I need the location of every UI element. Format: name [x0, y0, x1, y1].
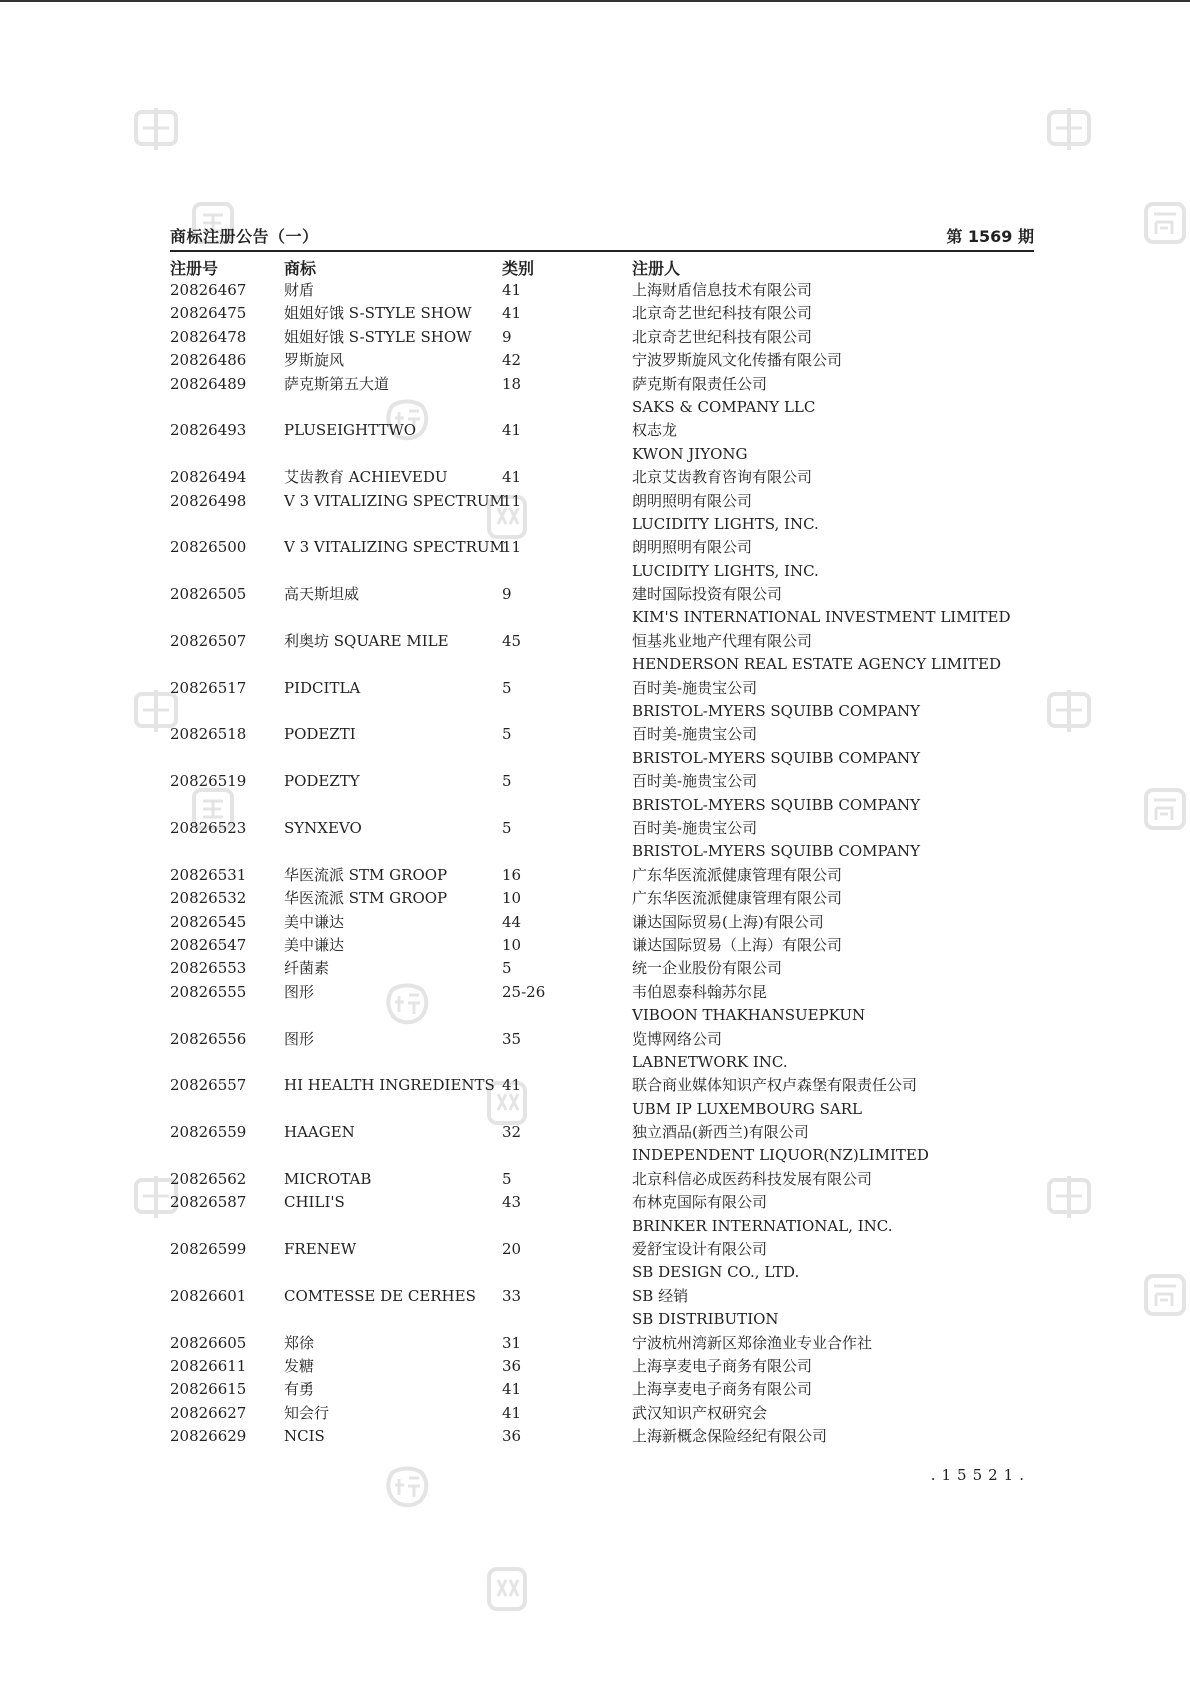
table-row — [0, 419, 1190, 442]
trademark-name: 图形 — [284, 1029, 315, 1048]
registrant-name: BRISTOL-MYERS SQUIBB COMPANY — [632, 748, 921, 767]
trademark-class: 25-26 — [502, 982, 546, 1001]
zhong-watermark-icon — [133, 106, 179, 152]
registrant-name: 百时美-施贵宝公司 — [632, 772, 758, 791]
registrant-name: 上海享麦电子商务有限公司 — [632, 1356, 813, 1375]
table-row-continuation — [0, 1215, 1190, 1238]
trademark-class: 41 — [502, 421, 522, 440]
table-row — [0, 817, 1190, 840]
column-header-class: 类别 — [502, 259, 535, 278]
table-row — [0, 981, 1190, 1004]
trademark-name: PODEZTI — [284, 725, 356, 744]
trademark-class: 41 — [502, 468, 522, 487]
column-header-number: 注册号 — [170, 259, 219, 278]
registration-number: 20826486 — [170, 351, 247, 370]
trademark-class: 11 — [502, 491, 522, 510]
trademark-name: HAAGEN — [284, 1123, 355, 1142]
registration-number: 20826478 — [170, 327, 247, 346]
registrant-name: 北京奇艺世纪科技有限公司 — [632, 327, 813, 346]
table-row-continuation — [0, 443, 1190, 466]
registrant-name: SAKS & COMPANY LLC — [632, 397, 816, 416]
trademark-name: CHILI'S — [284, 1193, 345, 1212]
registrant-name: 百时美-施贵宝公司 — [632, 678, 758, 697]
table-row — [0, 1378, 1190, 1401]
registration-number: 20826557 — [170, 1076, 247, 1095]
registrant-name: INDEPENDENT LIQUOR(NZ)LIMITED — [632, 1146, 929, 1165]
trademark-name: NCIS — [284, 1427, 325, 1446]
table-row — [0, 677, 1190, 700]
registrant-name: 上海享麦电子商务有限公司 — [632, 1380, 813, 1399]
trademark-class: 41 — [502, 1076, 522, 1095]
registrant-name: 联合商业媒体知识产权卢森堡有限责任公司 — [632, 1076, 918, 1095]
trademark-class: 9 — [502, 585, 512, 604]
trademark-class: 9 — [502, 327, 512, 346]
registrant-name: 览博网络公司 — [632, 1029, 723, 1048]
column-header-mark: 商标 — [284, 259, 317, 278]
table-row — [0, 934, 1190, 957]
registration-number: 20826555 — [170, 982, 247, 1001]
registration-number: 20826500 — [170, 538, 247, 557]
registrant-name: BRISTOL-MYERS SQUIBB COMPANY — [632, 702, 921, 721]
trademark-class: 32 — [502, 1123, 522, 1142]
shang-watermark-icon — [1142, 200, 1188, 246]
table-row — [0, 302, 1190, 325]
registrant-name: BRISTOL-MYERS SQUIBB COMPANY — [632, 795, 921, 814]
page-header — [170, 222, 1034, 252]
trademark-name: PLUSEIGHTTWO — [284, 421, 417, 440]
registrant-name: 独立酒品(新西兰)有限公司 — [632, 1123, 809, 1142]
trademark-class: 43 — [502, 1193, 522, 1212]
trademark-name: 华医流派 STM GROOP — [284, 865, 448, 884]
registration-number: 20826493 — [170, 421, 247, 440]
trademark-name: V 3 VITALIZING SPECTRUM — [284, 491, 505, 510]
registration-number: 20826559 — [170, 1123, 247, 1142]
table-row — [0, 1191, 1190, 1214]
registration-number: 20826507 — [170, 631, 247, 650]
page-number: .15521. — [930, 1466, 1030, 1484]
registrant-name: 谦达国际贸易（上海）有限公司 — [632, 935, 843, 954]
trademark-name: 姐姐好饿 S-STYLE SHOW — [284, 327, 472, 346]
trademark-name: COMTESSE DE CERHES — [284, 1286, 476, 1305]
registrant-name: 朗明照明有限公司 — [632, 491, 753, 510]
registrant-name: 权志龙 — [632, 421, 678, 440]
registration-number: 20826498 — [170, 491, 247, 510]
trademark-name: FRENEW — [284, 1240, 357, 1259]
registrant-name: 谦达国际贸易(上海)有限公司 — [632, 912, 824, 931]
table-row-continuation — [0, 396, 1190, 419]
trademark-name: 财盾 — [284, 281, 315, 299]
table-row — [0, 887, 1190, 910]
table-row — [0, 490, 1190, 513]
table-row-continuation — [0, 1261, 1190, 1284]
table-row — [0, 1168, 1190, 1191]
registration-number: 20826494 — [170, 468, 247, 487]
registration-number: 20826629 — [170, 1427, 247, 1446]
registrant-name: 恒基兆业地产代理有限公司 — [632, 631, 813, 650]
trademark-class: 5 — [502, 678, 512, 697]
registration-number: 20826505 — [170, 585, 247, 604]
registrant-name: 布林克国际有限公司 — [632, 1193, 768, 1212]
trademark-class: 5 — [502, 772, 512, 791]
registrant-name: 朗明照明有限公司 — [632, 538, 753, 557]
trademark-name: 艾齿教育 ACHIEVEDU — [284, 468, 448, 487]
table-row-continuation — [0, 700, 1190, 723]
trademark-class: 18 — [502, 374, 522, 393]
wang-watermark-icon — [484, 1566, 530, 1612]
table-row-continuation — [0, 606, 1190, 629]
registration-number: 20826556 — [170, 1029, 247, 1048]
registration-number: 20826547 — [170, 935, 247, 954]
trademark-class: 31 — [502, 1333, 522, 1352]
table-row-continuation — [0, 1144, 1190, 1167]
table-row — [0, 1355, 1190, 1378]
registrant-name: 宁波罗斯旋风文化传播有限公司 — [632, 351, 843, 370]
registrant-name: 百时美-施贵宝公司 — [632, 725, 758, 744]
table-row-continuation — [0, 747, 1190, 770]
table-row — [0, 1285, 1190, 1308]
registrant-name: 北京科信必成医药科技发展有限公司 — [632, 1169, 873, 1188]
registrant-name: UBM IP LUXEMBOURG SARL — [632, 1099, 862, 1118]
trademark-class: 41 — [502, 281, 522, 299]
table-row-continuation — [0, 1098, 1190, 1121]
registrant-name: 上海新概念保险经纪有限公司 — [632, 1427, 828, 1446]
trademark-name: 美中谦达 — [284, 912, 345, 931]
registration-number: 20826523 — [170, 818, 247, 837]
registration-number: 20826531 — [170, 865, 247, 884]
table-row-continuation — [0, 794, 1190, 817]
trademark-name: MICROTAB — [284, 1169, 372, 1188]
registrant-name: SB DESIGN CO., LTD. — [632, 1263, 800, 1282]
registrant-name: 建时国际投资有限公司 — [632, 585, 783, 604]
registration-number: 20826587 — [170, 1193, 247, 1212]
registration-number: 20826605 — [170, 1333, 247, 1352]
trademark-class: 36 — [502, 1427, 522, 1446]
table-row — [0, 326, 1190, 349]
trademark-name: HI HEALTH INGREDIENTS — [284, 1076, 495, 1095]
table-row-continuation — [0, 840, 1190, 863]
trademark-name: 美中谦达 — [284, 935, 345, 954]
table-row-continuation — [0, 1308, 1190, 1331]
registrant-name: LUCIDITY LIGHTS, INC. — [632, 514, 819, 533]
table-row — [0, 279, 1190, 302]
trademark-class: 36 — [502, 1356, 522, 1375]
registrant-name: 统一企业股份有限公司 — [632, 959, 783, 978]
trademark-class: 10 — [502, 889, 522, 908]
trademark-class: 5 — [502, 725, 512, 744]
table-row — [0, 723, 1190, 746]
trademark-class: 41 — [502, 304, 522, 323]
table-row — [0, 1121, 1190, 1144]
registration-number: 20826467 — [170, 281, 247, 299]
registrant-name: SB 经销 — [632, 1286, 689, 1305]
registrant-name: 萨克斯有限责任公司 — [632, 374, 768, 393]
registrant-name: 北京奇艺世纪科技有限公司 — [632, 304, 813, 323]
trademark-class: 42 — [502, 351, 522, 370]
table-row — [0, 373, 1190, 396]
trademark-name: 郑徐 — [284, 1333, 315, 1352]
trademark-name: V 3 VITALIZING SPECTRUM — [284, 538, 505, 557]
registrant-name: 韦伯恩泰科翰苏尔昆 — [632, 982, 768, 1001]
registrant-name: 爱舒宝设计有限公司 — [632, 1240, 768, 1259]
trademark-class: 35 — [502, 1029, 522, 1048]
table-row — [0, 957, 1190, 980]
trademark-class: 45 — [502, 631, 522, 650]
table-row — [0, 536, 1190, 559]
table-row — [0, 349, 1190, 372]
table-row-continuation — [0, 1004, 1190, 1027]
registration-number: 20826599 — [170, 1240, 247, 1259]
registration-number: 20826601 — [170, 1286, 247, 1305]
table-row — [0, 911, 1190, 934]
registration-table — [0, 279, 1190, 1449]
registrant-name: VIBOON THAKHANSUEPKUN — [632, 1006, 866, 1025]
trademark-name: 姐姐好饿 S-STYLE SHOW — [284, 304, 472, 323]
trademark-name: 高天斯坦威 — [284, 585, 360, 604]
trademark-name: 萨克斯第五大道 — [284, 374, 390, 393]
registrant-name: LABNETWORK INC. — [632, 1052, 788, 1071]
table-row — [0, 1425, 1190, 1448]
table-row — [0, 1238, 1190, 1261]
biao-watermark-icon — [384, 1463, 430, 1509]
registration-number: 20826532 — [170, 889, 247, 908]
trademark-class: 5 — [502, 959, 512, 978]
trademark-name: PODEZTY — [284, 772, 360, 791]
trademark-class: 41 — [502, 1380, 522, 1399]
registrant-name: 上海财盾信息技术有限公司 — [632, 281, 813, 299]
trademark-name: 利奥坊 SQUARE MILE — [284, 631, 449, 650]
trademark-class: 5 — [502, 818, 512, 837]
table-row — [0, 1028, 1190, 1051]
table-row-continuation — [0, 560, 1190, 583]
trademark-name: 发糖 — [284, 1356, 315, 1375]
registrant-name: BRISTOL-MYERS SQUIBB COMPANY — [632, 842, 921, 861]
registrant-name: 广东华医流派健康管理有限公司 — [632, 865, 843, 884]
trademark-class: 5 — [502, 1169, 512, 1188]
registrant-name: SB DISTRIBUTION — [632, 1310, 779, 1329]
registration-number: 20826627 — [170, 1403, 247, 1422]
registration-number: 20826475 — [170, 304, 247, 323]
top-rule — [0, 0, 1190, 2]
registration-number: 20826519 — [170, 772, 247, 791]
table-row-continuation — [0, 653, 1190, 676]
registration-number: 20826518 — [170, 725, 247, 744]
registration-number: 20826517 — [170, 678, 247, 697]
trademark-name: 华医流派 STM GROOP — [284, 889, 448, 908]
registrant-name: BRINKER INTERNATIONAL, INC. — [632, 1216, 893, 1235]
registrant-name: 宁波杭州湾新区郑徐渔业专业合作社 — [632, 1333, 873, 1352]
issue-number: 第 1569 期 — [946, 227, 1034, 246]
table-row — [0, 583, 1190, 606]
registration-number: 20826615 — [170, 1380, 247, 1399]
registrant-name: 北京艾齿教育咨询有限公司 — [632, 468, 813, 487]
table-row-continuation — [0, 513, 1190, 536]
table-row-continuation — [0, 1051, 1190, 1074]
registrant-name: 武汉知识产权研究会 — [632, 1403, 768, 1422]
table-row — [0, 1074, 1190, 1097]
table-row — [0, 770, 1190, 793]
page-title: 商标注册公告（一） — [170, 227, 319, 246]
trademark-name: 有勇 — [284, 1380, 315, 1399]
registrant-name: LUCIDITY LIGHTS, INC. — [632, 561, 819, 580]
trademark-name: 罗斯旋风 — [284, 351, 345, 370]
registration-number: 20826611 — [170, 1356, 247, 1375]
trademark-class: 10 — [502, 935, 522, 954]
registrant-name: KWON JIYONG — [632, 444, 748, 463]
trademark-name: 图形 — [284, 982, 315, 1001]
table-row — [0, 1332, 1190, 1355]
registrant-name: 广东华医流派健康管理有限公司 — [632, 889, 843, 908]
trademark-name: 知会行 — [284, 1403, 330, 1422]
table-row — [0, 630, 1190, 653]
table-row — [0, 1402, 1190, 1425]
trademark-class: 41 — [502, 1403, 522, 1422]
registration-number: 20826553 — [170, 959, 247, 978]
registration-number: 20826489 — [170, 374, 247, 393]
trademark-class: 44 — [502, 912, 522, 931]
trademark-class: 33 — [502, 1286, 522, 1305]
table-row — [0, 864, 1190, 887]
zhong-watermark-icon — [1046, 106, 1092, 152]
trademark-class: 16 — [502, 865, 522, 884]
trademark-name: PIDCITLA — [284, 678, 361, 697]
column-header-registrant: 注册人 — [632, 259, 681, 278]
trademark-name: SYNXEVO — [284, 818, 362, 837]
registration-number: 20826562 — [170, 1169, 247, 1188]
registrant-name: KIM'S INTERNATIONAL INVESTMENT LIMITED — [632, 608, 1011, 627]
registrant-name: 百时美-施贵宝公司 — [632, 818, 758, 837]
trademark-name: 纤菌素 — [284, 959, 330, 978]
registration-number: 20826545 — [170, 912, 247, 931]
table-row — [0, 466, 1190, 489]
trademark-class: 11 — [502, 538, 522, 557]
trademark-class: 20 — [502, 1240, 522, 1259]
registrant-name: HENDERSON REAL ESTATE AGENCY LIMITED — [632, 655, 1002, 674]
